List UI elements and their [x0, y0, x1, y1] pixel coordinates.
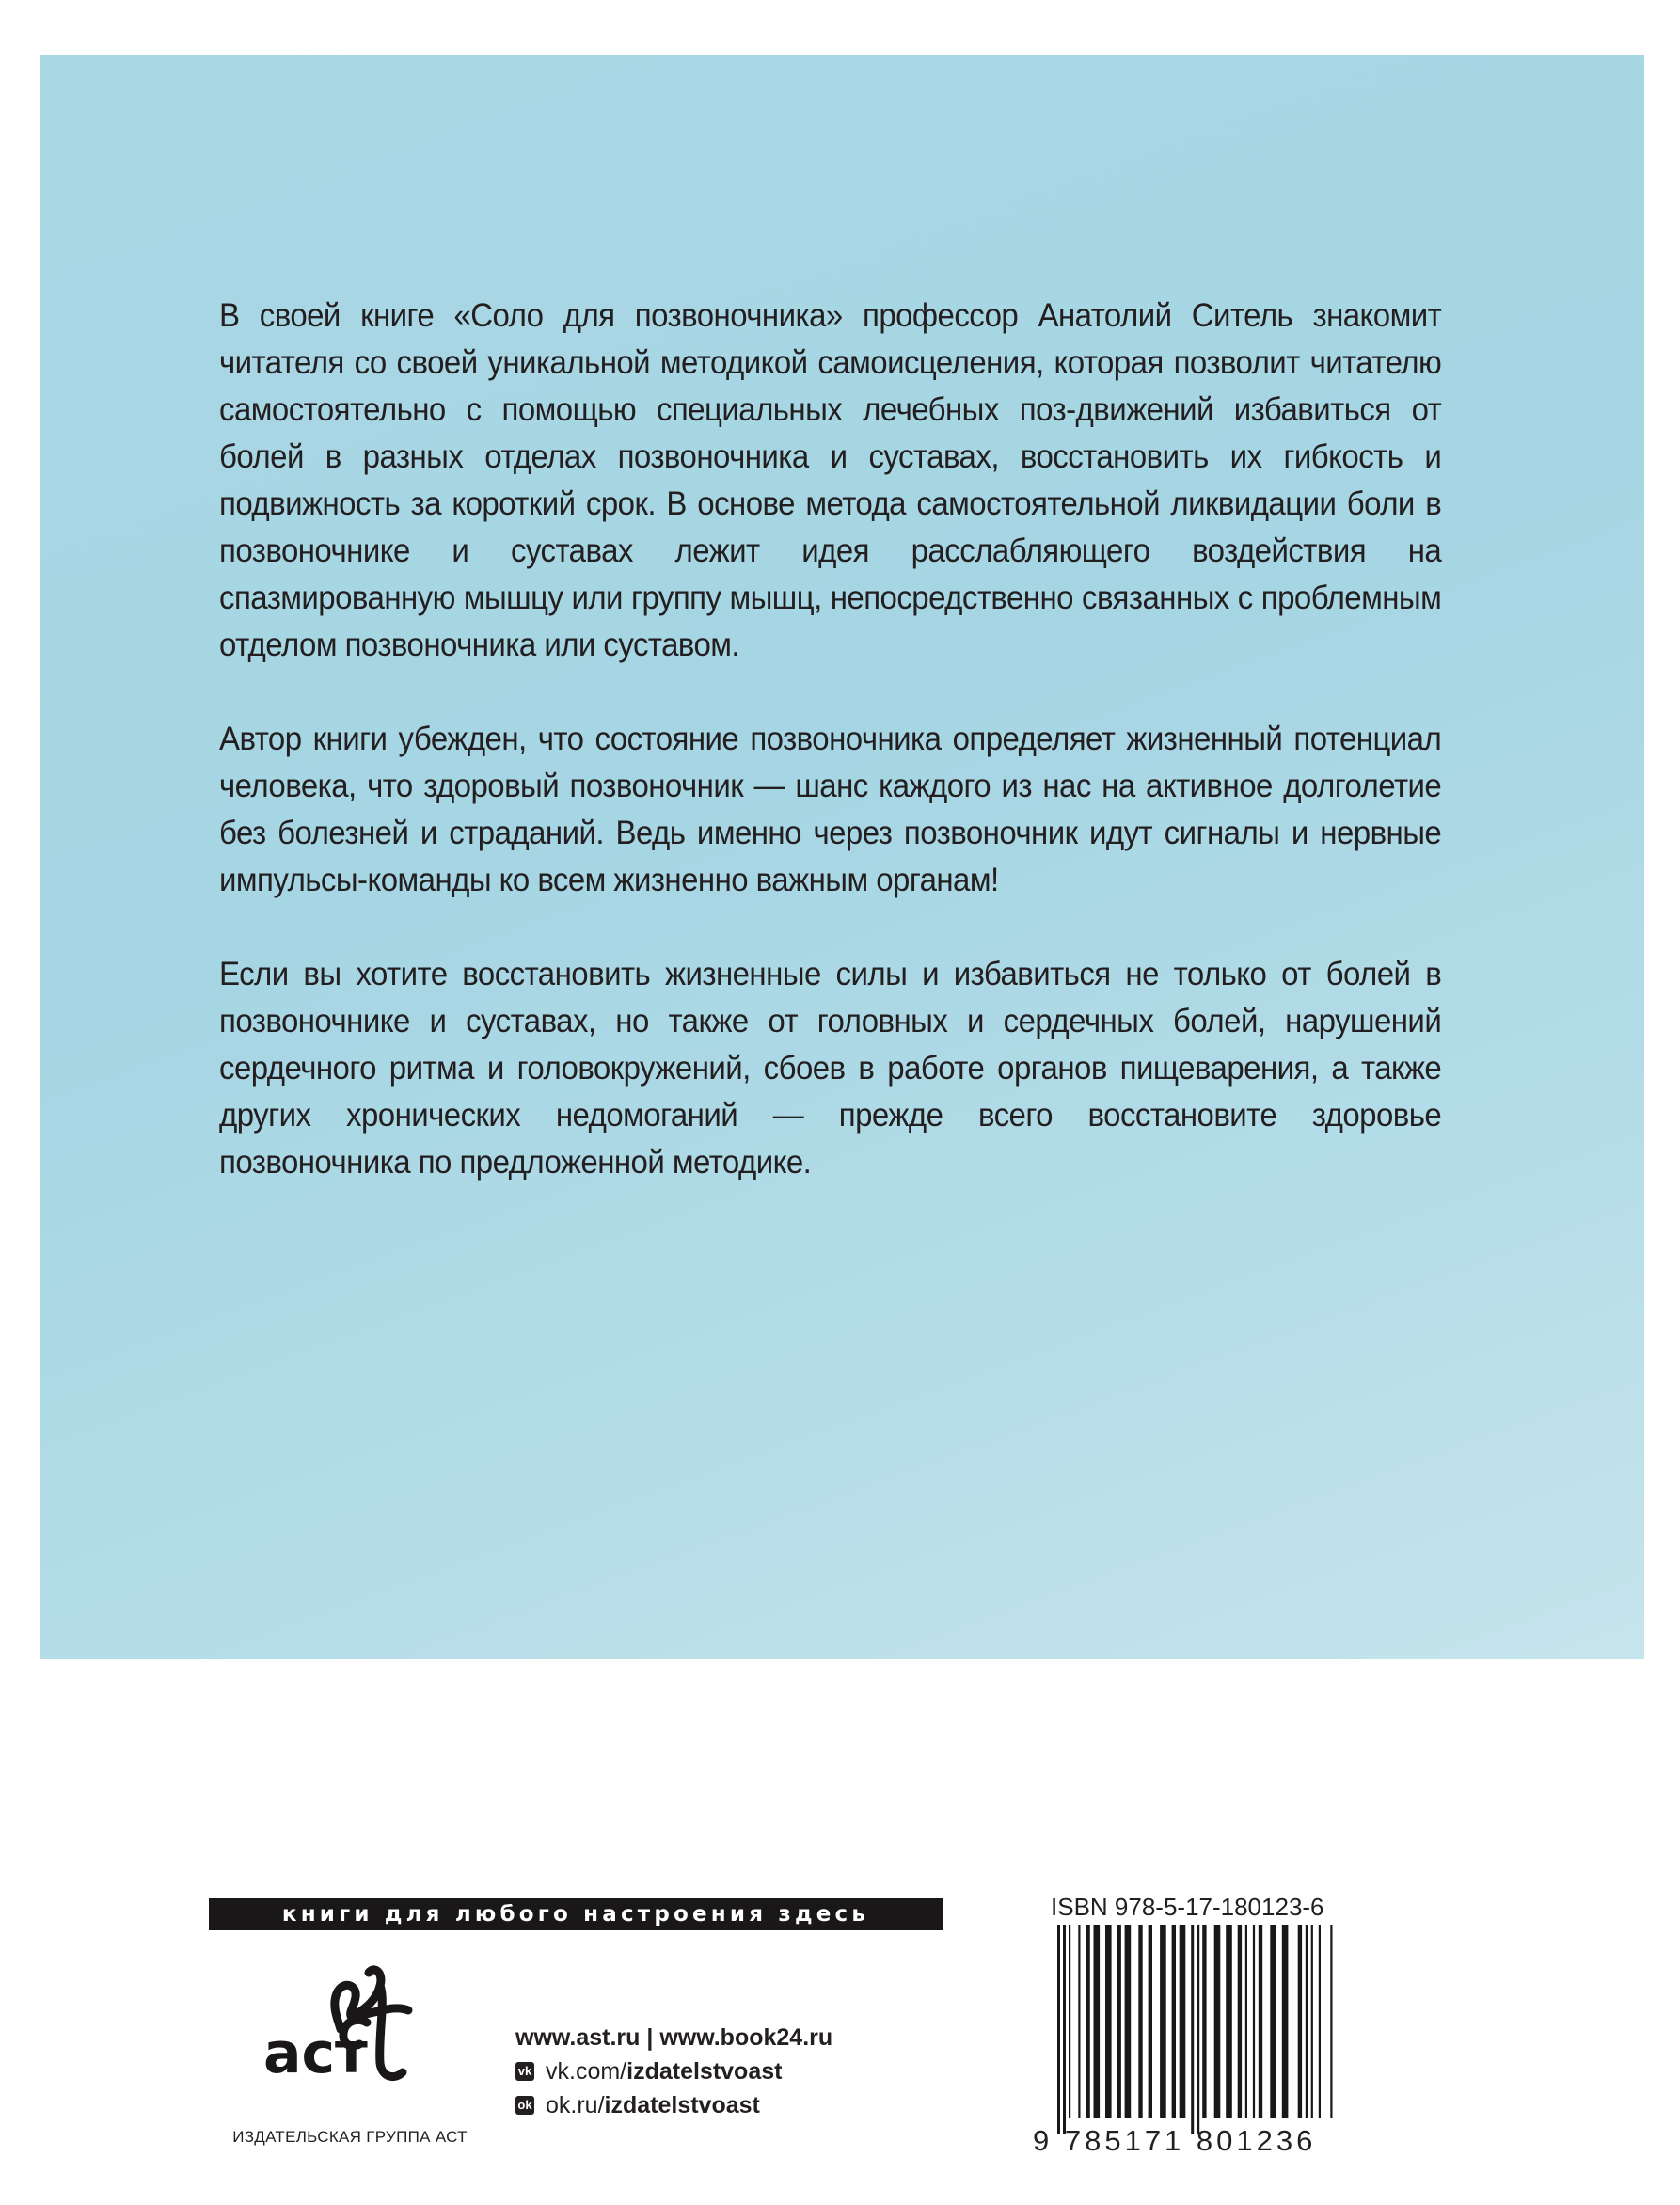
blurb-text	[219, 292, 1441, 1232]
barcode-bar	[1191, 1925, 1194, 2134]
barcode-bar	[1078, 1925, 1080, 2118]
publisher-links	[515, 2021, 911, 2122]
blurb-paragraph-2: Автор книги убежден, что состояние позвоночника определяет жизненный потенциал человека, что здоровый позвоночник — шанс каждого из нас на активное долголетие без болезней и страданий. Ведь именно через позвоночник идут сигналы и нервные импульсы-команды ко всем жизненно важным органам!	[219, 720, 1442, 898]
barcode-bar	[1086, 1925, 1089, 2118]
publisher-tagline: книги для любого настроения здесь	[209, 1898, 943, 1930]
barcode-bar	[1298, 1925, 1302, 2118]
barcode-bar	[1259, 1925, 1262, 2118]
barcode-bar	[1214, 1925, 1221, 2118]
blurb-paragraph-1: В своей книге «Соло для позвоночника» профессор Анатолий Ситель знакомит читателя со своей уникальной методикой самоисцеления, которая позволит читателю самостоятельно с помощью специальных лечебных поз-движений избавиться от болей в разных отделах позвоночника и суставах, восстановить их гибкость и подвижность за короткий срок. В основе метода самостоятельной ликвидации боли в позвоночнике и суставах лежит идея расслабляющего воздействия на спазмированную мышцу или группу мышц, непосредственно связанных с проблемным отделом позвоночника или суставом.	[219, 296, 1442, 663]
barcode-bar	[1172, 1925, 1176, 2118]
barcode-bar	[1197, 1925, 1199, 2134]
vk-link[interactable]	[515, 2054, 911, 2088]
ast-logo	[254, 1952, 442, 2102]
barcode-bar	[1057, 1925, 1060, 2134]
ast-logo-text: аст	[263, 2021, 368, 2086]
barcode-bar	[1180, 1925, 1186, 2118]
website-links-text[interactable]: www.ast.ru | www.book24.ru	[515, 2024, 833, 2051]
barcode-bar	[1253, 1925, 1255, 2118]
barcode-bar	[1311, 1925, 1313, 2118]
barcode-bar	[1319, 1925, 1321, 2118]
ok-link-handle[interactable]: izdatelstvoast	[604, 2092, 760, 2118]
barcode-bar	[1138, 1925, 1142, 2118]
barcode-bar	[1117, 1925, 1121, 2118]
vk-icon: vk	[515, 2062, 534, 2081]
vk-link-prefix[interactable]: vk.com/	[546, 2058, 627, 2085]
odnoklassniki-icon: ok	[515, 2096, 534, 2115]
barcode-bar	[1069, 1925, 1070, 2118]
barcode-bar	[1160, 1925, 1166, 2118]
barcode-bar	[1238, 1925, 1242, 2118]
ok-link[interactable]	[515, 2088, 911, 2122]
barcode-bar	[1105, 1925, 1112, 2118]
barcode-bar	[1330, 1925, 1332, 2118]
barcode-bar	[1270, 1925, 1276, 2118]
website-links[interactable]	[515, 2021, 911, 2054]
vk-link-handle[interactable]: izdatelstvoast	[626, 2058, 783, 2085]
publisher-caption: ИЗДАТЕЛЬСКАЯ ГРУППА АСТ	[232, 2128, 468, 2146]
barcode-bar	[1094, 1925, 1101, 2118]
barcode-bar	[1282, 1925, 1289, 2118]
isbn-label: ISBN 978-5-17-180123-6	[1051, 1893, 1324, 1921]
barcode-bar	[1306, 1925, 1308, 2118]
isbn-barcode	[1052, 1925, 1334, 2141]
barcode-bar	[1125, 1925, 1132, 2118]
barcode-bar	[1226, 1925, 1232, 2118]
blurb-paragraph-3: Если вы хотите восстановить жизненные силы и избавиться не только от болей в позвоночнике и суставах, но также от головных и сердечных болей, нарушений сердечного ритма и головокружений, сбоев в работе органов пищеварения, а также других хронических недомоганий — прежде всего восстановите здоровье позвоночника по предложенной методике.	[219, 955, 1442, 1181]
barcode-bar	[1245, 1925, 1247, 2118]
barcode-bar	[1202, 1925, 1206, 2118]
barcode-digits: 9 785171 801236	[1033, 2124, 1317, 2157]
ok-link-prefix[interactable]: ok.ru/	[546, 2092, 605, 2118]
barcode-bar	[1063, 1925, 1066, 2134]
barcode-bar	[1149, 1925, 1152, 2118]
